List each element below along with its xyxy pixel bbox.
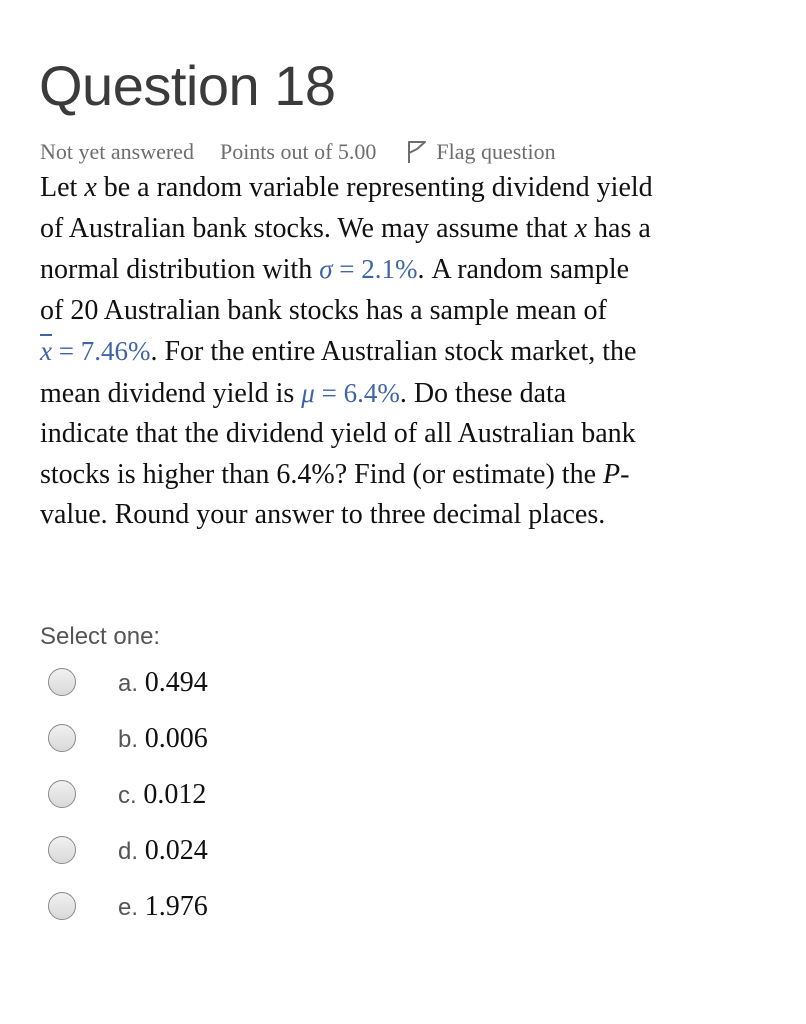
option-letter: e. (118, 894, 145, 921)
question-text (40, 168, 760, 536)
question-text-line: of Australian bank stocks. We may assume that x has a (40, 212, 651, 244)
sample-mean-formula: $\overline{x} = 7.46\%$ (40, 336, 151, 366)
option-letter: d. (118, 838, 145, 865)
option-d[interactable] (46, 828, 446, 884)
question-text-line: of 20 Australian bank stocks has a sample mean of (40, 294, 607, 326)
radio-button[interactable] (48, 724, 76, 752)
option-a[interactable] (46, 660, 446, 716)
sigma-formula: σ = 2.1% (319, 254, 418, 284)
option-letter: a. (118, 670, 145, 697)
question-text-line: Let x be a random variable representing dividend yield (40, 172, 653, 203)
option-letter: c. (118, 782, 144, 809)
option-value: 0.494 (144, 667, 208, 698)
question-text-line: mean dividend yield is μ = 6.4%. Do these data (40, 377, 567, 409)
flag-question-label: Flag question (436, 139, 556, 164)
option-value: 0.024 (144, 835, 208, 866)
option-letter: b. (118, 726, 145, 753)
flag-icon (406, 140, 428, 164)
answer-options (46, 660, 446, 940)
radio-button[interactable] (48, 892, 76, 920)
option-value: 0.012 (143, 779, 207, 810)
radio-button[interactable] (48, 836, 76, 864)
radio-button[interactable] (48, 780, 76, 808)
question-info (40, 138, 556, 166)
question-text-line: value. Round your answer to three decimal places. (40, 499, 606, 530)
flag-question-link[interactable] (406, 138, 555, 166)
question-text-line: indicate that the dividend yield of all Australian bank (40, 418, 636, 449)
question-text-line: stocks is higher than 6.4%? Find (or estimate) the P- (40, 458, 630, 490)
question-status: Not yet answered (40, 139, 194, 164)
question-text-line: normal distribution with σ = 2.1%. A random sample (40, 254, 630, 285)
option-value: 1.976 (144, 891, 208, 922)
radio-button[interactable] (48, 668, 76, 696)
question-title: Question 18 (39, 54, 336, 117)
option-e[interactable] (46, 884, 446, 940)
mu-formula: μ = 6.4% (301, 377, 400, 408)
option-value: 0.006 (144, 723, 208, 754)
option-b[interactable] (46, 716, 446, 772)
option-c[interactable] (46, 772, 446, 828)
question-points: Points out of 5.00 (219, 139, 377, 164)
select-one-label: Select one: (40, 623, 161, 650)
question-text-line: $\overline{x} = 7.46\%$. For the entire Australian stock market, the (40, 336, 637, 367)
